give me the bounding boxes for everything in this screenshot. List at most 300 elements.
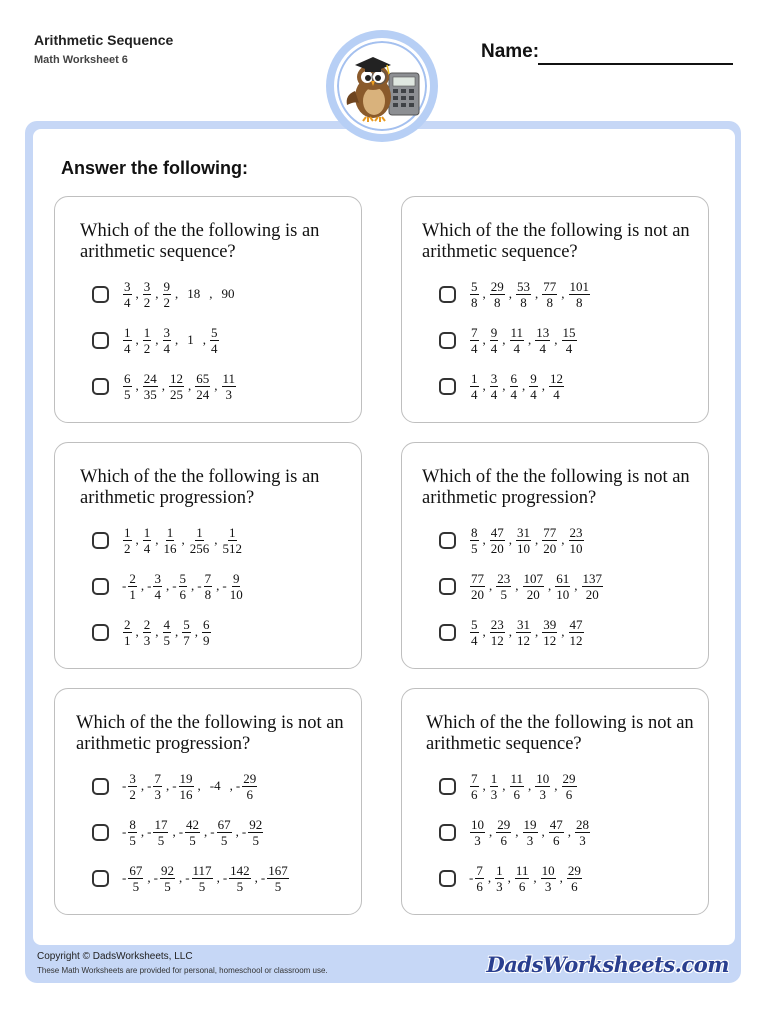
instruction-heading: Answer the following: [61,158,248,178]
numerator: 9 [163,278,170,294]
fraction-term [496,818,511,847]
fraction-term [123,280,132,309]
footer [25,946,741,983]
fraction-term [128,864,143,893]
fraction-term [562,326,577,355]
term-separator: , [155,532,159,547]
term-separator: , [214,378,218,393]
negative-sign: - [241,824,247,839]
term-separator: , [541,824,545,839]
question-card [54,442,362,669]
answer-checkbox[interactable] [439,286,456,303]
denominator: 4 [510,386,517,402]
answer-checkbox[interactable] [439,378,456,395]
denominator: 4 [154,586,161,602]
whole-number-term: 90 [221,286,235,301]
denominator: 2 [143,340,151,356]
term-separator: , [135,532,139,547]
term-separator: , [165,778,170,793]
fraction-term [179,772,194,801]
fraction-term [470,572,485,601]
term-separator: , [175,624,179,639]
numerator: 39 [543,616,557,632]
numerator: 4 [163,616,170,632]
numerator: 67 [129,862,143,878]
answer-checkbox[interactable] [92,332,109,349]
term-separator: , [548,578,552,593]
worksheet-title: Arithmetic Sequence [34,32,174,48]
negative-sign: - [197,578,202,593]
negative-sign: - [222,870,228,885]
question-text: Which of the the following is an arithmetic progression? [80,467,320,508]
term-separator: , [191,578,195,593]
fraction-term [549,372,564,401]
fraction-term [470,280,479,309]
negative-sign: - [122,578,127,593]
term-separator: , [204,824,208,839]
numerator: 1 [196,524,203,540]
negative-sign: - [172,778,177,793]
fraction-term [163,326,172,355]
answer-option [439,811,591,853]
numerator: 3 [154,570,161,586]
numerator: 31 [517,524,530,540]
negative-sign: - [178,824,184,839]
answer-option [439,273,591,315]
fraction-term [510,772,525,801]
denominator: 5 [471,540,478,556]
fraction-term [123,372,132,401]
question-text: Which of the the following is an arithmetic sequence? [80,221,320,262]
term-separator: , [155,286,159,301]
numerator: 29 [490,278,504,294]
answer-checkbox[interactable] [92,532,109,549]
denominator: 5 [220,832,228,848]
term-separator: , [482,532,486,547]
denominator: 2 [143,294,151,310]
denominator: 12 [490,632,504,648]
answer-checkbox[interactable] [439,778,456,795]
answer-option [92,565,245,607]
answer-option [439,765,578,807]
term-separator: , [515,578,519,593]
numerator: 10 [536,770,550,786]
fraction-term [490,618,505,647]
fraction-term [542,618,557,647]
fraction-term [153,818,168,847]
term-separator: , [561,286,565,301]
logo-inner [334,38,430,134]
denominator: 256 [189,540,210,556]
numerator: 9 [232,570,240,586]
fraction-term [516,618,531,647]
denominator: 4 [471,632,478,648]
numerator: 3 [163,324,170,340]
fraction-term [562,772,577,801]
denominator: 4 [553,386,560,402]
term-separator: , [508,532,512,547]
answer-checkbox[interactable] [439,332,456,349]
answer-checkbox[interactable] [92,624,109,641]
term-separator: , [194,624,198,639]
numerator: 77 [543,278,557,294]
fraction-term [470,618,479,647]
answer-checkbox[interactable] [439,870,456,887]
term-separator: , [135,624,139,639]
whole-number-term: 18 [187,286,201,301]
term-separator: , [482,624,486,639]
term-separator: , [235,824,239,839]
numerator: 13 [536,324,550,340]
numerator: 92 [160,862,174,878]
denominator: 3 [154,786,161,802]
fraction-term [189,526,211,555]
denominator: 4 [530,386,537,402]
fraction-term [495,864,504,893]
term-separator: , [507,870,511,885]
denominator: 1 [124,632,131,648]
numerator: 23 [569,524,583,540]
answer-checkbox[interactable] [439,532,456,549]
term-separator: , [508,624,512,639]
term-separator: , [216,578,220,593]
answer-checkbox[interactable] [92,778,109,795]
term-separator: , [197,778,201,793]
numerator: 1 [143,324,151,340]
numerator: 47 [549,816,563,832]
numerator: 5 [179,570,187,586]
answer-option [439,565,604,607]
answer-option [92,519,244,561]
fraction-term [582,572,604,601]
fraction-term [160,864,175,893]
question-text: Which of the the following is not an arithmetic sequence? [426,713,694,754]
number-sequence [122,526,244,555]
numerator: 12 [170,370,183,386]
copyright-text: Copyright © DadsWorksheets, LLC [37,951,193,962]
fraction-term [163,526,178,555]
term-separator: , [482,378,486,393]
numerator: 42 [186,816,200,832]
term-separator: , [535,532,539,547]
fraction-term [542,526,557,555]
owl-with-calculator-icon [337,41,427,131]
numerator: 24 [143,370,157,386]
denominator: 10 [517,540,530,556]
numerator: 31 [517,616,530,632]
denominator: 2 [129,786,136,802]
numerator: 29 [497,816,511,832]
answer-option [92,811,264,853]
fraction-term [575,818,590,847]
denominator: 24 [196,386,210,402]
fraction-term [143,372,158,401]
numerator: 9 [490,324,498,340]
answer-checkbox[interactable] [92,378,109,395]
denominator: 4 [539,340,547,356]
answer-checkbox[interactable] [439,824,456,841]
denominator: 6 [565,786,573,802]
numerator: 3 [490,370,498,386]
fraction-term [169,372,184,401]
negative-sign: - [147,578,152,593]
numerator: 6 [510,370,517,386]
denominator: 10 [569,540,583,556]
fraction-term [163,618,172,647]
denominator: 1 [129,586,136,602]
term-separator: , [229,778,233,793]
denominator: 3 [474,832,481,848]
denominator: 16 [179,786,193,802]
denominator: 3 [225,386,233,402]
denominator: 5 [500,586,507,602]
fraction-term [569,618,584,647]
answer-option [439,519,585,561]
denominator: 5 [274,878,282,894]
name-label: Name: [481,41,540,62]
numerator: 3 [129,770,136,786]
denominator: 6 [246,786,253,802]
question-card [401,442,709,669]
numerator: 5 [471,278,478,294]
fraction-term [153,572,162,601]
term-separator: , [178,870,183,885]
denominator: 6 [571,878,578,894]
denominator: 4 [565,340,573,356]
numerator: 10 [541,862,555,878]
denominator: 4 [163,340,170,356]
numerator: 8 [471,524,478,540]
numerator: 17 [154,816,168,832]
fraction-term [549,818,564,847]
number-sequence [122,572,245,601]
fraction-term [470,372,479,401]
term-separator: , [135,378,139,393]
term-separator: , [528,778,532,793]
numerator: 6 [124,370,131,386]
negative-sign: - [153,870,158,885]
fraction-term [496,572,511,601]
number-sequence [469,618,585,647]
answer-checkbox[interactable] [92,578,109,595]
numerator: 1 [496,862,503,878]
denominator: 8 [471,294,478,310]
fraction-term [153,772,162,801]
term-separator: , [541,378,545,393]
answer-option [92,319,220,361]
answer-checkbox[interactable] [439,624,456,641]
denominator: 3 [143,632,151,648]
denominator: 20 [490,540,504,556]
numerator: 137 [582,570,602,586]
denominator: 5 [252,832,259,848]
question-text: Which of the the following is not an arithmetic progression? [76,713,344,754]
denominator: 5 [163,632,170,648]
denominator: 2 [124,540,131,556]
denominator: 5 [164,878,171,894]
answer-option [92,273,241,315]
term-separator: , [482,332,486,347]
fraction-term [470,326,479,355]
numerator: 142 [230,862,250,878]
denominator: 20 [543,540,557,556]
answer-option [439,857,583,899]
term-separator: , [135,332,139,347]
question-card [401,688,709,915]
term-separator: , [508,286,512,301]
denominator: 5 [124,386,131,402]
term-separator: , [161,378,165,393]
term-separator: , [165,578,170,593]
fraction-term [123,326,132,355]
number-sequence [469,526,585,555]
fraction-term [267,864,289,893]
denominator: 9 [203,632,210,648]
numerator: 1 [471,370,478,386]
denominator: 6 [513,786,521,802]
question-card [401,196,709,423]
answer-option [439,319,578,361]
numerator: 92 [249,816,263,832]
numerator: 101 [569,278,589,294]
negative-sign: - [122,870,127,885]
numerator: 1 [124,524,131,540]
numerator: 7 [154,770,161,786]
denominator: 6 [500,832,507,848]
fraction-term [163,280,172,309]
numerator: 8 [129,816,136,832]
fraction-term [210,326,219,355]
numerator: 1 [490,770,498,786]
term-separator: , [172,824,176,839]
fraction-term [490,372,499,401]
negative-sign: - [185,870,190,885]
fraction-term [470,818,485,847]
term-separator: , [140,578,145,593]
answer-checkbox[interactable] [92,870,109,887]
negative-sign: - [210,824,215,839]
denominator: 5 [189,832,196,848]
numerator: 1 [124,324,131,340]
fraction-term [182,618,191,647]
number-sequence [122,326,220,355]
numerator: 1 [143,524,151,540]
fraction-term [569,526,584,555]
numerator: 19 [179,770,193,786]
denominator: 3 [539,786,547,802]
fraction-term [128,772,137,801]
numerator: 2 [143,616,151,632]
term-separator: , [216,870,220,885]
denominator: 16 [163,540,177,556]
term-separator: , [567,824,571,839]
negative-sign: - [469,870,474,885]
term-separator: , [254,870,258,885]
term-separator: , [482,778,486,793]
number-sequence [469,326,578,355]
term-separator: , [535,286,539,301]
numerator: 67 [217,816,231,832]
numerator: 11 [515,862,529,878]
fraction-term [535,326,550,355]
term-separator: , [175,286,179,301]
numerator: 61 [556,570,570,586]
term-separator: , [482,286,486,301]
numerator: 7 [204,570,212,586]
denominator: 20 [526,586,540,602]
fraction-term [542,280,557,309]
term-separator: , [140,824,145,839]
denominator: 5 [236,878,244,894]
term-separator: , [535,624,539,639]
fraction-term [470,526,479,555]
numerator: 107 [523,570,543,586]
question-card [54,688,362,915]
answer-checkbox[interactable] [92,824,109,841]
term-separator: , [135,286,139,301]
denominator: 8 [546,294,553,310]
denominator: 5 [129,832,136,848]
denominator: 512 [222,540,242,556]
numerator: 77 [471,570,484,586]
numerator: 53 [517,278,530,294]
term-separator: , [528,332,532,347]
denominator: 7 [183,632,190,648]
fraction-term [204,572,213,601]
fraction-term [535,772,550,801]
denominator: 4 [211,340,218,356]
negative-sign: - [147,778,152,793]
whole-number-term: -4 [209,778,221,793]
denominator: 6 [476,878,483,894]
denominator: 12 [517,632,530,648]
fraction-term [143,326,152,355]
numerator: 23 [497,570,511,586]
numerator: 2 [129,570,136,586]
fraction-term [510,372,519,401]
term-separator: , [574,578,578,593]
numerator: 7 [471,770,478,786]
number-sequence [469,864,583,893]
number-sequence [122,818,264,847]
number-sequence [122,772,258,801]
fraction-term [470,772,479,801]
answer-option [92,611,212,653]
numerator: 29 [243,770,257,786]
term-separator: , [561,532,565,547]
denominator: 3 [526,832,534,848]
term-separator: , [554,778,558,793]
number-sequence [469,572,604,601]
denominator: 3 [579,832,586,848]
term-separator: , [188,378,192,393]
negative-sign: - [122,778,127,793]
fraction-term [510,326,525,355]
numerator: 7 [476,862,483,878]
denominator: 6 [518,878,526,894]
fraction-term [202,618,211,647]
number-sequence [469,772,578,801]
answer-checkbox[interactable] [92,286,109,303]
number-sequence [122,618,212,647]
answer-checkbox[interactable] [439,578,456,595]
negative-sign: - [122,824,127,839]
numerator: 5 [211,324,218,340]
denominator: 8 [204,586,212,602]
number-sequence [469,372,565,401]
numerator: 167 [268,862,288,878]
fraction-term [541,864,556,893]
